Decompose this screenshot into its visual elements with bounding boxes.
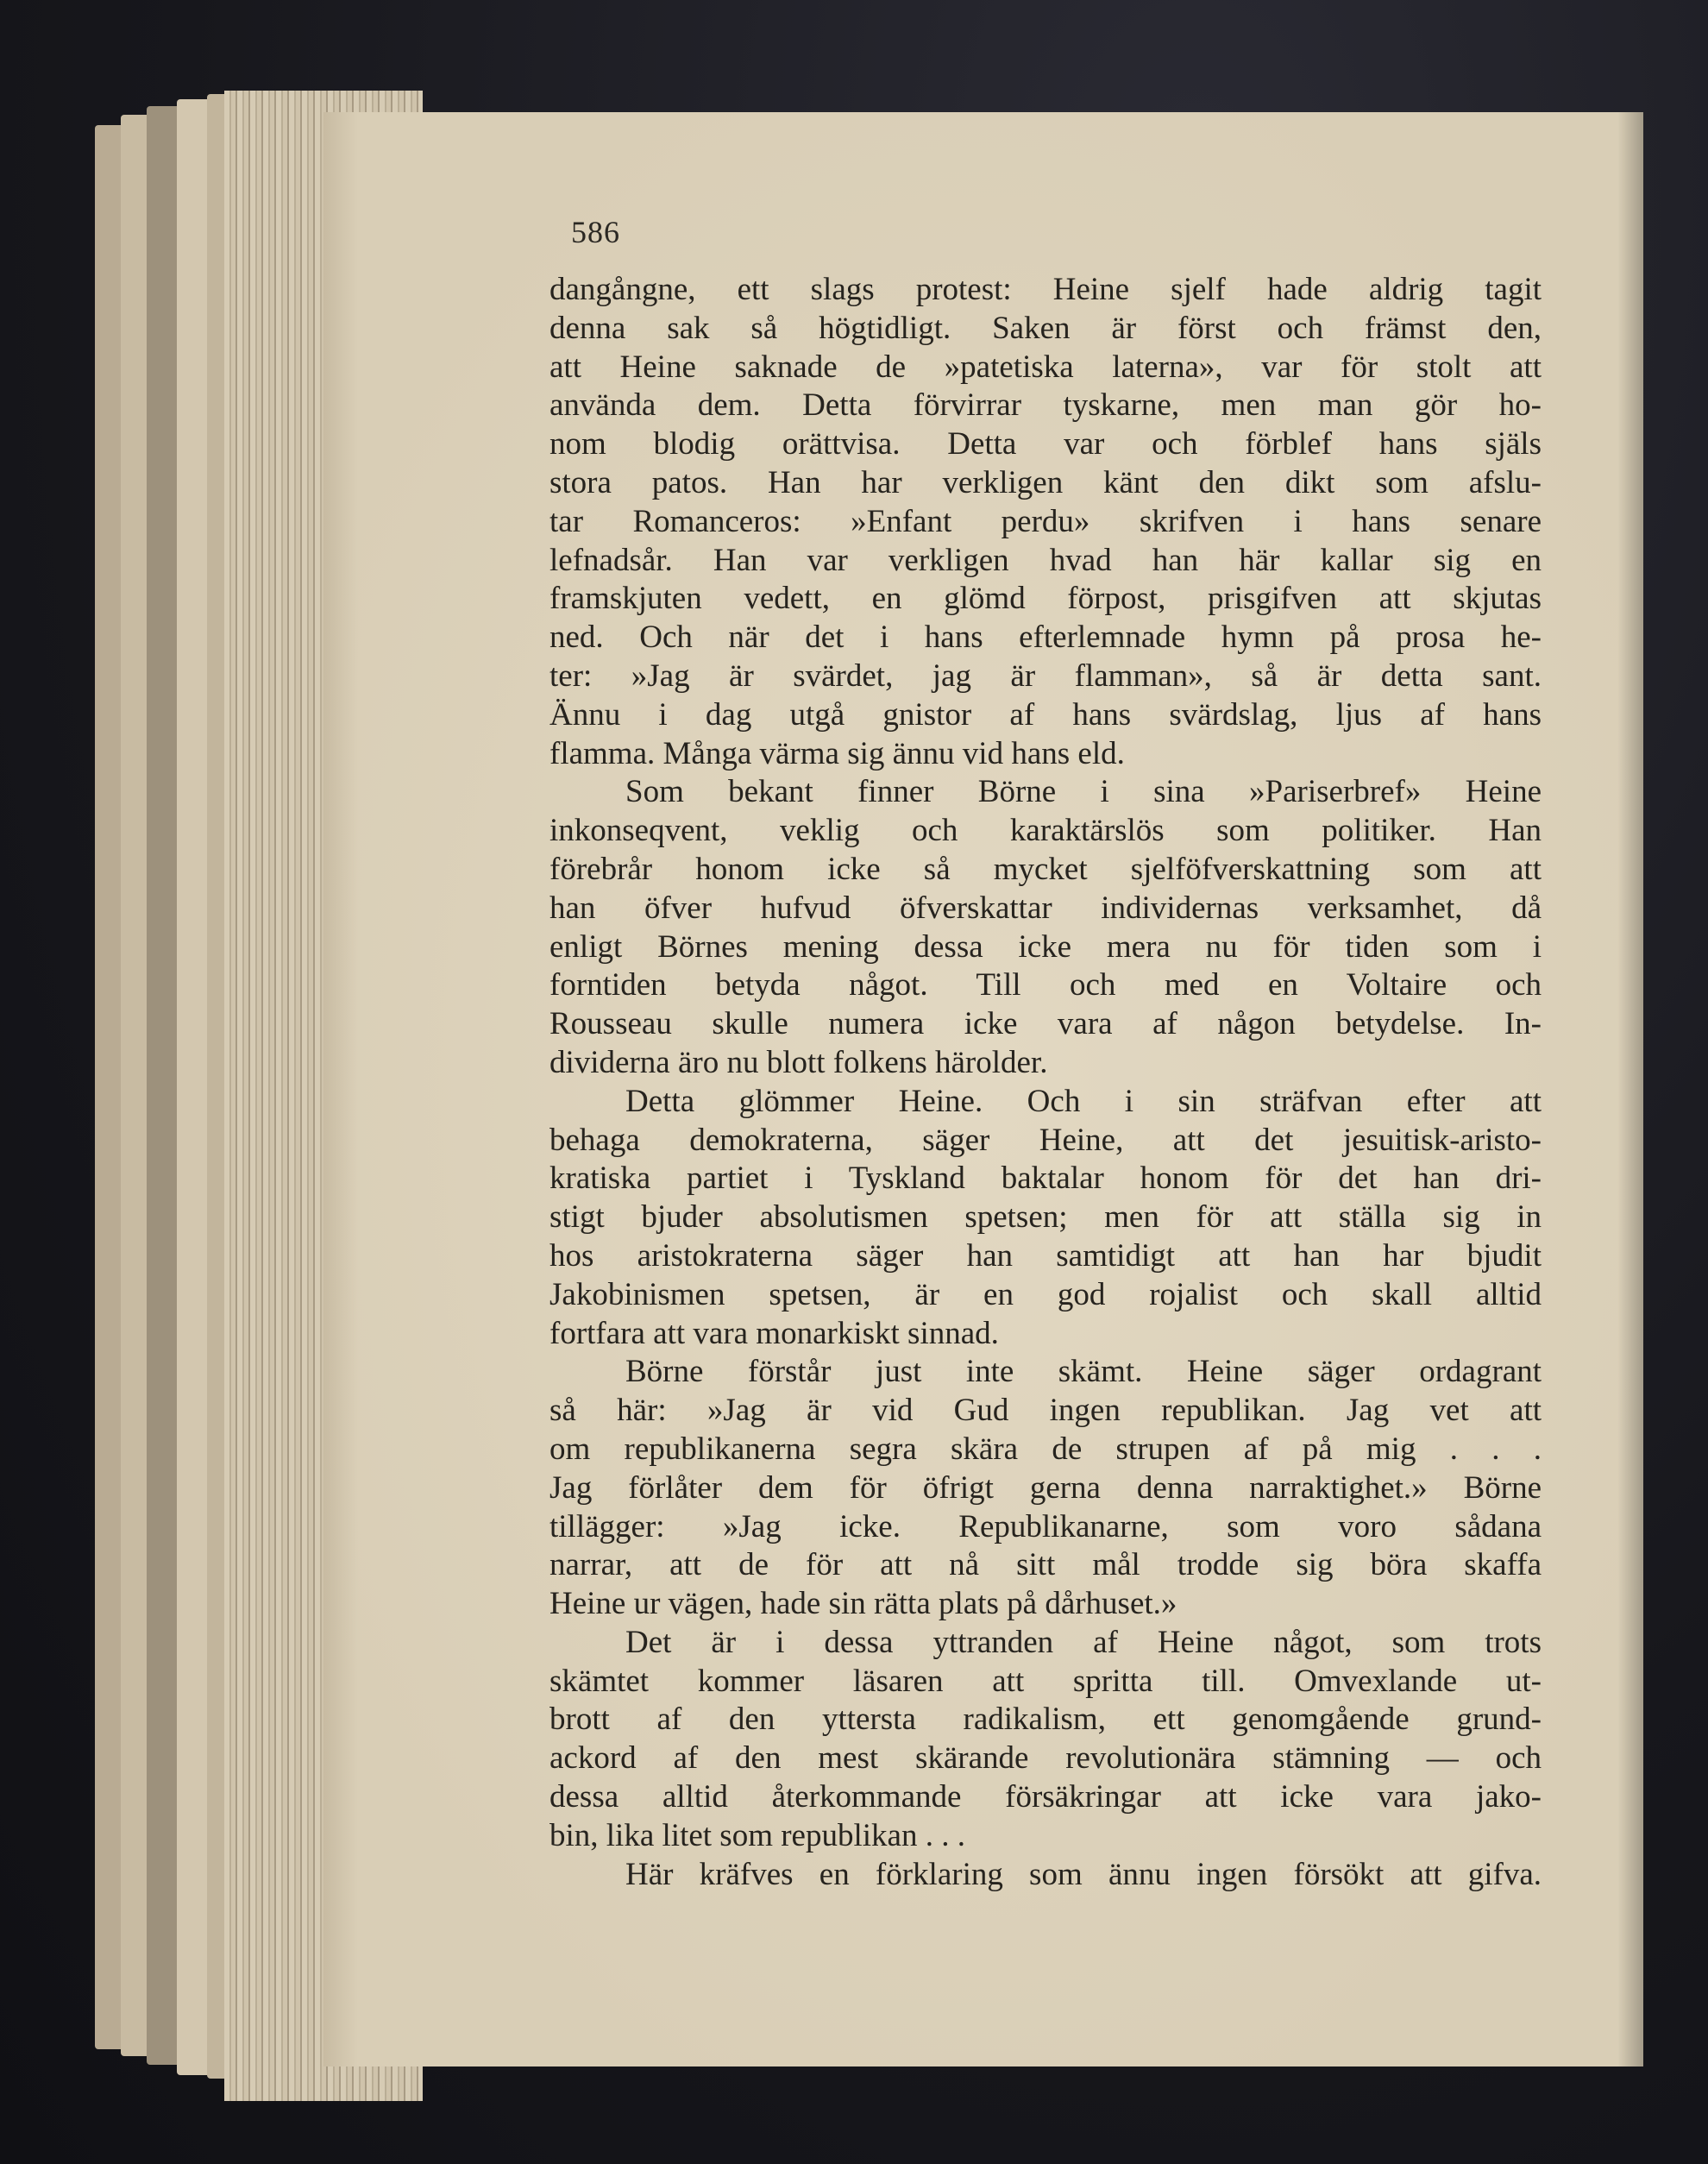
page-number: 586 — [571, 215, 620, 249]
text-line: Heine ur vägen, hade sin rätta plats på dårhuset.» — [549, 1586, 1177, 1622]
text-line: brott af den yttersta radikalism, ett genomgående grund- — [549, 1702, 1542, 1738]
text-line: om republikanerna segra skära de strupen af på mig . . . — [549, 1431, 1542, 1467]
book-page — [323, 112, 1643, 2066]
body-text — [549, 271, 1542, 1894]
text-line: kratiska partiet i Tyskland baktalar honom för det han dri- — [549, 1161, 1542, 1197]
text-line: han öfver hufvud öfverskattar individernas verksamhet, då — [549, 890, 1542, 926]
text-line: Jag förlåter dem för öfrigt gerna denna narraktighet.» Börne — [549, 1469, 1542, 1506]
text-line: forntiden betyda något. Till och med en Voltaire och — [549, 967, 1542, 1003]
text-line: stora patos. Han har verkligen känt den dikt som afslu- — [549, 464, 1542, 500]
text-line: så här: »Jag är vid Gud ingen republikan. Jag vet att — [549, 1393, 1542, 1429]
text-line: Ännu i dag utgå gnistor af hans svärdslag, ljus af hans — [549, 696, 1542, 733]
text-line: förebrår honom icke så mycket sjelföfverskattning som att — [549, 851, 1542, 887]
text-line: framskjuten vedett, en glömd förpost, prisgifven att skjutas — [549, 581, 1542, 617]
text-line: Som bekant finner Börne i sina »Pariserbref» Heine — [625, 774, 1542, 810]
text-line: dessa alltid återkommande försäkringar att icke vara jako- — [549, 1779, 1542, 1815]
text-line: Detta glömmer Heine. Och i sin sträfvan efter att — [625, 1083, 1542, 1119]
text-line: Här kräfves en förklaring som ännu ingen försökt att gifva. — [625, 1856, 1542, 1892]
page-shadow — [1617, 112, 1643, 2066]
text-line: nom blodig orättvisa. Detta var och förblef hans själs — [549, 426, 1542, 462]
text-line: Jakobinismen spetsen, är en god rojalist och skall alltid — [549, 1276, 1542, 1312]
text-line: flamma. Många värma sig ännu vid hans eld. — [549, 735, 1125, 771]
text-line: stigt bjuder absolutismen spetsen; men för att ställa sig in — [549, 1199, 1542, 1236]
text-line: ned. Och när det i hans efterlemnade hymn på prosa he- — [549, 620, 1542, 656]
text-line: Rousseau skulle numera icke vara af någon betydelse. In- — [549, 1006, 1542, 1042]
text-line: Börne förstår just inte skämt. Heine säger ordagrant — [625, 1354, 1542, 1390]
text-line: enligt Börnes mening dessa icke mera nu för tiden som i — [549, 928, 1542, 965]
text-line: att Heine saknade de »patetiska laterna», var för stolt att — [549, 349, 1542, 385]
text-line: dividerna äro nu blott folkens härolder. — [549, 1044, 1048, 1080]
text-line: använda dem. Detta förvirrar tyskarne, men man gör ho- — [549, 387, 1542, 424]
text-line: Det är i dessa yttranden af Heine något, som trots — [625, 1624, 1542, 1660]
text-line: hos aristokraterna säger han samtidigt att han har bjudit — [549, 1237, 1542, 1274]
text-line: inkonseqvent, veklig och karaktärslös som politiker. Han — [549, 813, 1542, 849]
text-line: skämtet kommer läsaren att spritta till. Omvexlande ut- — [549, 1663, 1542, 1699]
text-line: narrar, att de för att nå sitt mål trodde sig böra skaffa — [549, 1547, 1542, 1583]
text-line: behaga demokraterna, säger Heine, att det jesuitisk-aristo- — [549, 1122, 1542, 1158]
text-line: tar Romanceros: »Enfant perdu» skrifven i hans senare — [549, 503, 1542, 539]
text-line: ackord af den mest skärande revolutionära stämning — och — [549, 1740, 1542, 1777]
text-line: denna sak så högtidligt. Saken är först och främst den, — [549, 310, 1542, 346]
text-line: fortfara att vara monarkiskt sinnad. — [549, 1315, 999, 1351]
text-line: tillägger: »Jag icke. Republikanarne, som voro sådana — [549, 1508, 1542, 1544]
text-line: ter: »Jag är svärdet, jag är flamman», så är detta sant. — [549, 657, 1542, 694]
text-line: dangångne, ett slags protest: Heine sjelf hade aldrig tagit — [549, 272, 1542, 307]
text-line: lefnadsår. Han var verkligen hvad han här kallar sig en — [549, 542, 1542, 578]
text-line: bin, lika litet som republikan . . . — [549, 1817, 965, 1853]
